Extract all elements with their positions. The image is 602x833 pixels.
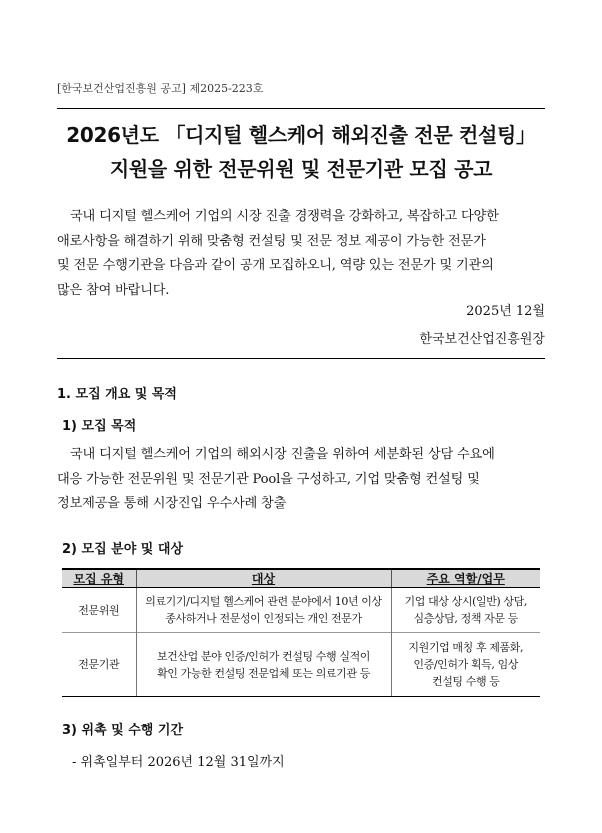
purpose-line: 정보제공을 통해 시장진입 우수사례 창출 [57,496,287,511]
target-line: 확인 가능한 컨설팅 전문업체 또는 의료기관 등 [157,666,370,680]
intro-line: 애로사항을 해결하기 위해 맞춤형 컨설팅 및 전문 정보 제공이 가능한 전문가 [57,233,486,249]
role-line: 지원기업 매칭 후 제품화, [408,641,524,654]
intro-line: 많은 참여 바랍니다. [57,282,170,298]
role-line: 인증/인허가 획득, 임상 [413,658,519,671]
purpose-paragraph [57,443,545,517]
target-line: 보건산업 분야 인증/인허가 컨설팅 수행 실적이 [156,649,371,663]
table-row [62,633,540,697]
role-line: 기업 대상 상시(일반) 상담, [404,595,527,608]
row-type: 전문기관 [62,633,136,697]
role-line: 심층상담, 정책 자문 등 [413,612,518,625]
role-line: 컨설팅 수행 등 [431,675,500,688]
title-line-2: 지원을 위한 전문위원 및 전문기관 모집 공고 [109,157,493,181]
notice-number: [한국보건산업진흥원 공고] 제2025-223호 [57,82,264,95]
title-line-1: 2026년도 「디지털 헬스케어 해외진출 전문 컨설팅」 [66,123,536,147]
subsection-1-heading: 1) 모집 목적 [62,419,137,434]
subsection-3-heading: 3) 위촉 및 수행 기간 [62,723,183,738]
intro-line: 및 전문 수행기관을 다음과 같이 공개 모집하오니, 역량 있는 전문가 및 기관의 [57,258,494,273]
target-line: 의료기기/디지털 헬스케어 관련 분야에서 10년 이상 [145,595,382,608]
row-role [391,633,540,697]
section-1-heading: 1. 모집 개요 및 목적 [57,387,177,402]
purpose-line: 국내 디지털 헬스케어 기업의 해외시장 진출을 위하여 세분화된 상담 수요에 [70,447,495,462]
row-target [136,588,391,633]
issue-date: 2025년 12월 [466,304,545,319]
table-header-row [62,569,540,588]
header-role: 주요 역할/업무 [426,572,505,586]
top-divider [57,108,545,109]
row-target [136,633,391,697]
target-line: 종사하거나 전문성이 인정되는 개인 전문가 [165,612,362,625]
period-item: - 위촉일부터 2026년 12월 31일까지 [72,755,285,770]
intro-paragraph [57,205,545,303]
subsection-2-heading: 2) 모집 분야 및 대상 [62,542,183,557]
header-type: 모집 유형 [73,572,125,586]
table-row [62,588,540,633]
row-role [391,588,540,633]
row-type: 전문위원 [62,588,136,633]
document-title [57,118,545,186]
purpose-line: 대응 가능한 전문위원 및 전문기관 Pool을 구성하고, 기업 맞춤형 컨설팅 및 [57,471,480,487]
middle-divider [57,358,545,359]
issuer-name: 한국보건산업진흥원장 [419,332,545,347]
header-target: 대상 [251,572,276,586]
recruitment-table [62,568,540,697]
intro-line: 국내 디지털 헬스케어 기업의 시장 진출 경쟁력을 강화하고, 복잡하고 다양한 [70,209,499,224]
